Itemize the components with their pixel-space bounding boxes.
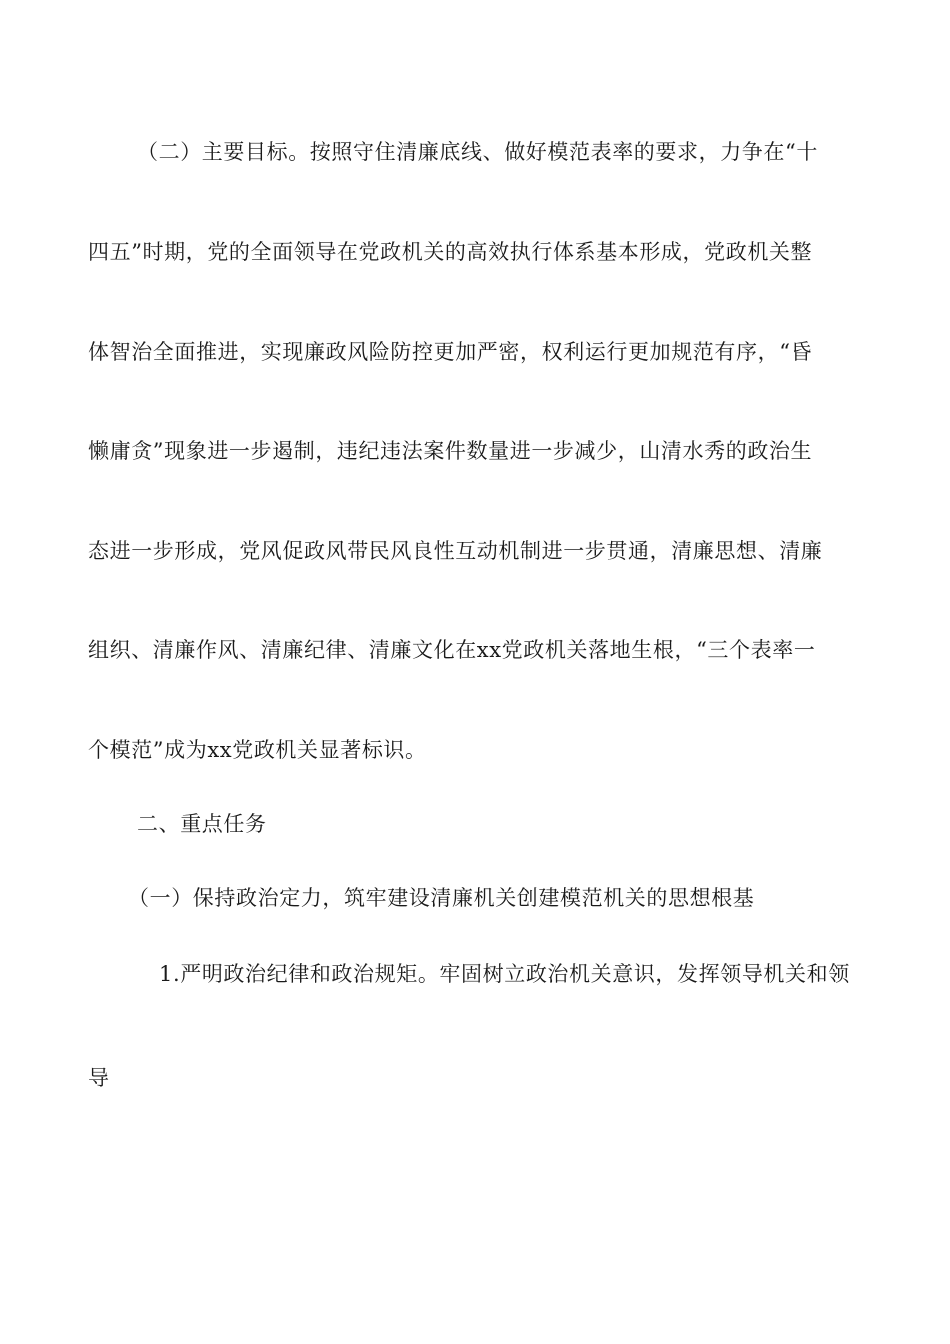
- paragraph-goals-line-4: 懒庸贪”现象进一步遏制，违纪违法案件数量进一步减少，山清水秀的政治生: [88, 439, 813, 463]
- paragraph-goals-line-3: 体智治全面推进，实现廉政风险防控更加严密，权利运行更加规范有序，“昏: [88, 340, 813, 364]
- item-1-line-1: 1.严明政治纪律和政治规矩。牢固树立政治机关意识，发挥领导机关和领: [159, 962, 850, 986]
- paragraph-goals-line-1: （二）主要目标。按照守住清廉底线、做好模范表率的要求，力争在“十: [137, 140, 818, 164]
- item-1-line-2: 导: [88, 1066, 110, 1090]
- paragraph-goals-line-2: 四五”时期，党的全面领导在党政机关的高效执行体系基本形成，党政机关整: [88, 240, 813, 264]
- paragraph-goals-line-6: 组织、清廉作风、清廉纪律、清廉文化在xx党政机关落地生根，“三个表率一: [88, 638, 816, 662]
- paragraph-goals-line-7: 个模范”成为xx党政机关显著标识。: [88, 738, 427, 762]
- section-heading-key-tasks: 二、重点任务: [137, 812, 267, 836]
- paragraph-goals-line-5: 态进一步形成，党风促政风带民风良性互动机制进一步贯通，清廉思想、清廉: [88, 539, 823, 563]
- subsection-heading-1: （一）保持政治定力，筑牢建设清廉机关创建模范机关的思想根基: [128, 886, 755, 910]
